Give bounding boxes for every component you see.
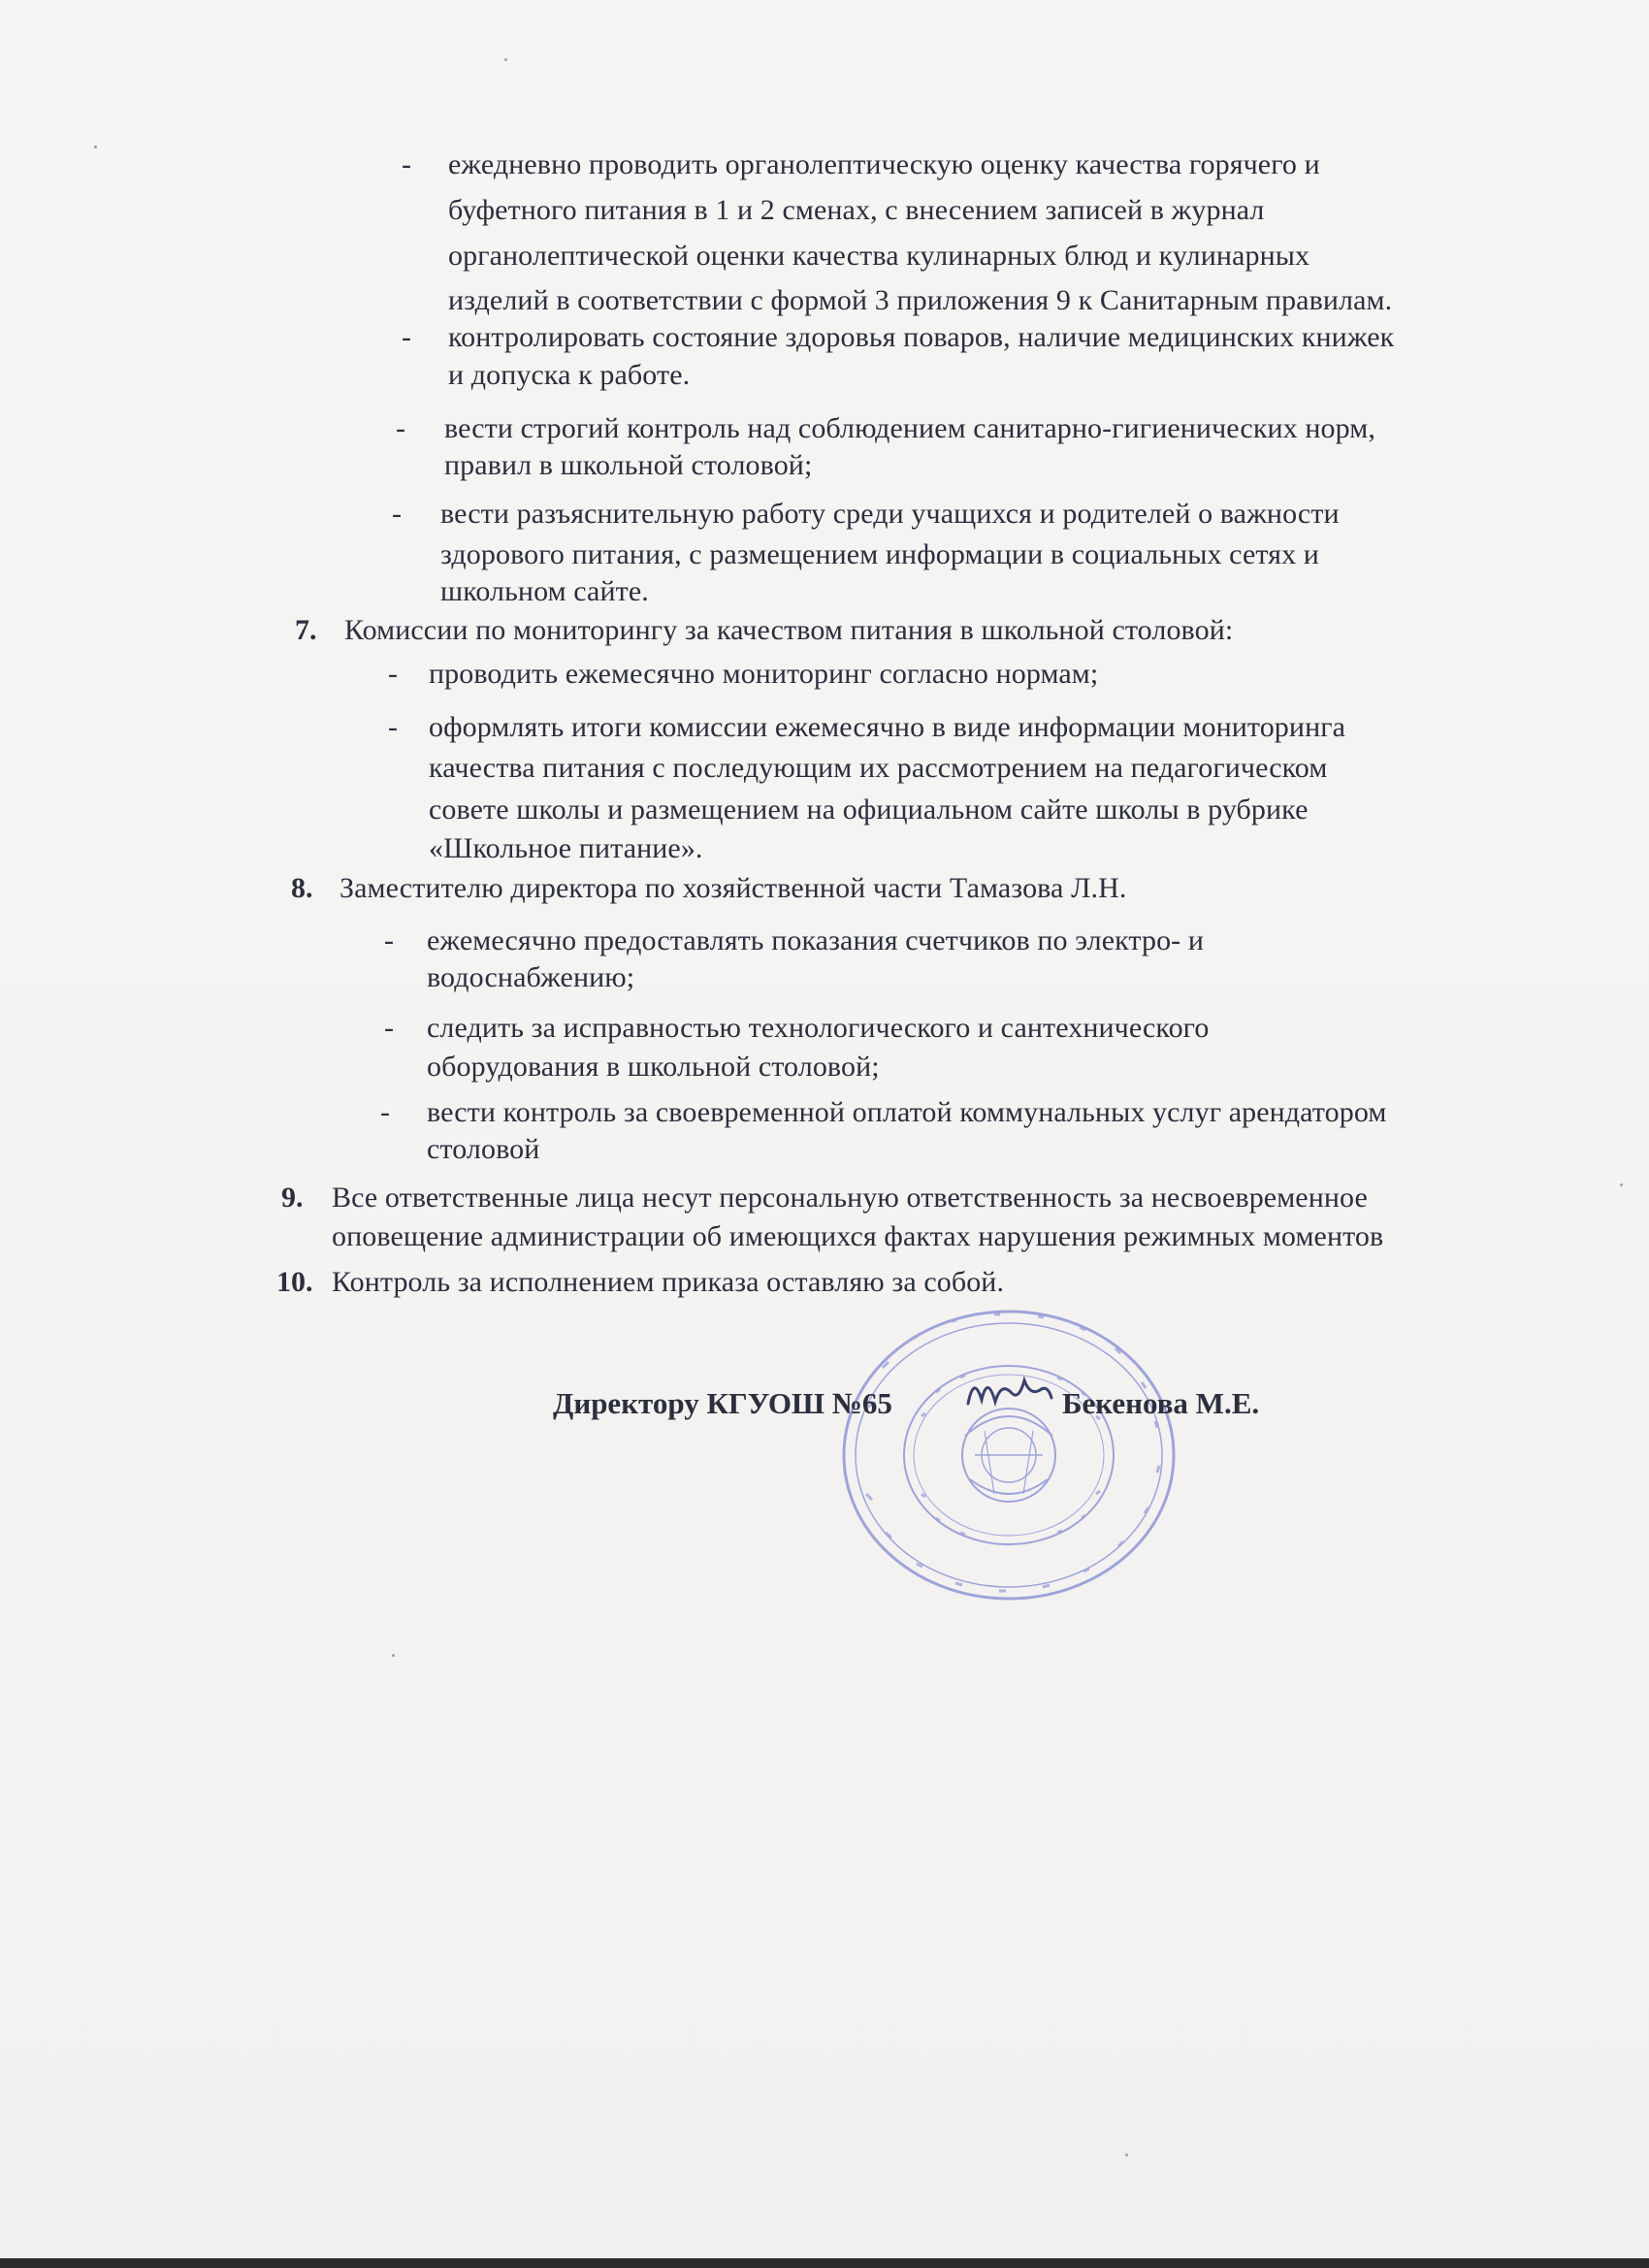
text-line: оборудования в школьной столовой;: [427, 1051, 880, 1083]
text-line: Все ответственные лица несут персональную ответственность за несвоевременное: [332, 1182, 1368, 1214]
bullet-dash: -: [388, 711, 398, 743]
text-line: вести строгий контроль над соблюдением санитарно-гигиенических норм,: [444, 412, 1375, 444]
text-line: школьном сайте.: [440, 575, 649, 607]
item-heading: Заместителю директора по хозяйственной части Тамазова Л.Н.: [340, 872, 1127, 904]
item-number: 9.: [281, 1182, 304, 1214]
text-line: качества питания с последующим их рассмотрением на педагогическом: [429, 752, 1328, 784]
text-line: вести разъяснительную работу среди учащихся и родителей о важности: [440, 498, 1340, 530]
text-line: оповещение администрации об имеющихся фактах нарушения режимных моментов: [332, 1220, 1384, 1252]
handwritten-signature: [960, 1363, 1057, 1421]
text-line: органолептической оценки качества кулинарных блюд и кулинарных: [448, 240, 1310, 272]
text-line: изделий в соответствии с формой 3 приложения 9 к Санитарным правилам.: [448, 284, 1393, 316]
text-line: следить за исправностью технологического и сантехнического: [427, 1012, 1210, 1044]
text-line: правил в школьной столовой;: [444, 449, 813, 481]
signature-name: Бекенова М.Е.: [1062, 1386, 1260, 1420]
bullet-dash: -: [402, 321, 411, 353]
bullet-dash: -: [402, 148, 411, 180]
item-number: 7.: [295, 614, 317, 646]
item-heading: Комиссии по мониторингу за качеством питания в школьной столовой:: [344, 614, 1234, 646]
text-line: совете школы и размещением на официальном сайте школы в рубрике: [429, 794, 1309, 826]
bullet-dash: -: [384, 924, 394, 956]
bullet-dash: -: [384, 1012, 394, 1044]
text-line: ежемесячно предоставлять показания счетчиков по электро- и: [427, 924, 1205, 956]
item-number: 8.: [291, 872, 313, 904]
text-line: контролировать состояние здоровья поваров, наличие медицинских книжек: [448, 321, 1395, 353]
bullet-dash: -: [396, 412, 405, 444]
text-line: водоснабжению;: [427, 961, 635, 993]
scan-speck: [1620, 1183, 1623, 1186]
text-line: здорового питания, с размещением информации в социальных сетях и: [440, 538, 1319, 570]
scan-bottom-edge: [0, 2258, 1649, 2268]
item-heading: Контроль за исполнением приказа оставляю за собой.: [332, 1266, 1005, 1298]
scan-speck: [94, 146, 97, 148]
item-number: 10.: [276, 1266, 313, 1298]
text-line: оформлять итоги комиссии ежемесячно в виде информации мониторинга: [429, 711, 1346, 743]
text-line: вести контроль за своевременной оплатой коммунальных услуг арендатором: [427, 1096, 1387, 1128]
scan-speck: [392, 1654, 395, 1657]
text-line: и допуска к работе.: [448, 359, 691, 391]
bullet-dash: -: [392, 498, 402, 530]
text-line: ежедневно проводить органолептическую оценку качества горячего и: [448, 148, 1320, 180]
text-line: столовой: [427, 1133, 540, 1165]
official-seal-stamp: [829, 1300, 1188, 1610]
text-line: «Школьное питание».: [429, 832, 703, 864]
signature-position: Директору КГУОШ №65: [553, 1386, 892, 1420]
text-line: буфетного питания в 1 и 2 сменах, с внесением записей в журнал: [448, 194, 1265, 226]
text-line: проводить ежемесячно мониторинг согласно нормам;: [429, 658, 1099, 690]
scan-speck: [504, 58, 507, 61]
scan-speck: [1125, 2154, 1128, 2156]
bullet-dash: -: [380, 1096, 390, 1128]
bullet-dash: -: [388, 658, 398, 690]
